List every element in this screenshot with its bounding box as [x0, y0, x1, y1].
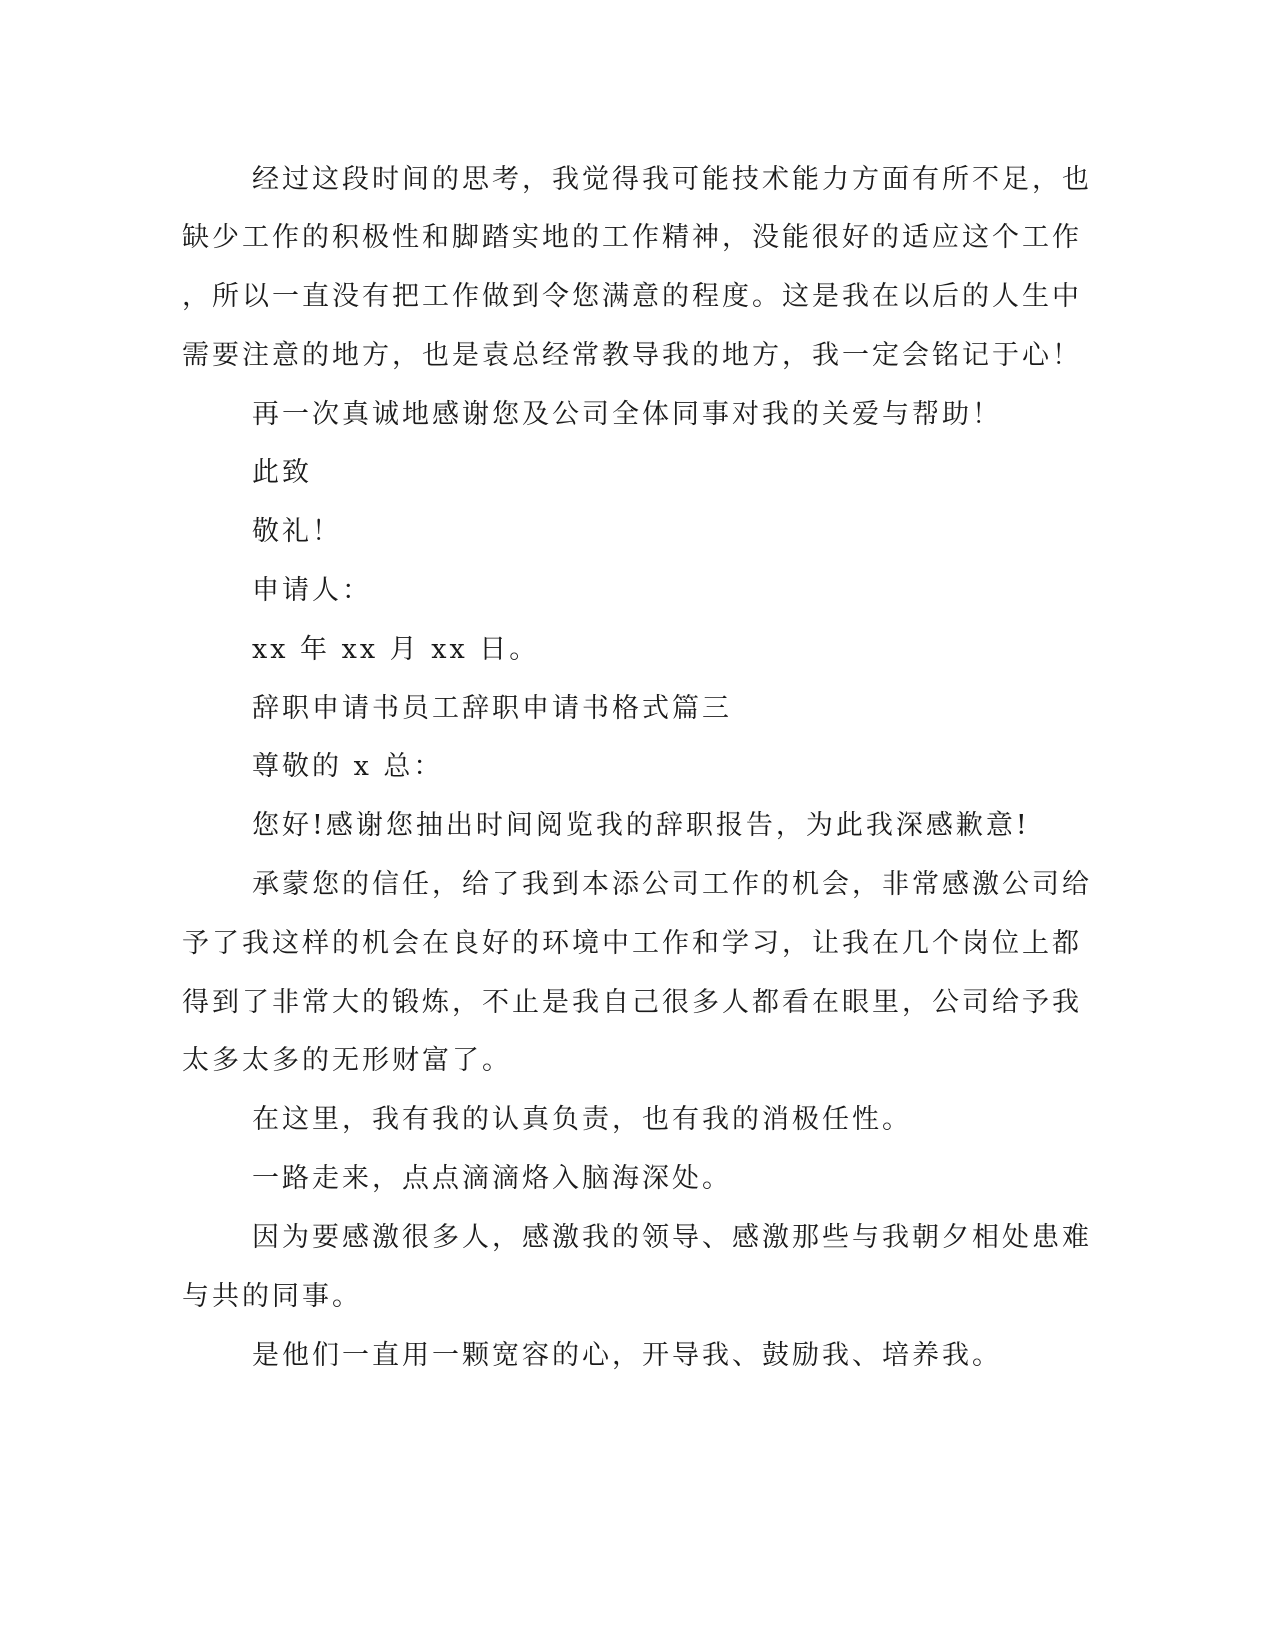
closing-line: 此致 [252, 457, 312, 488]
paragraph-line: ，所以一直没有把工作做到令您满意的程度。这是我在以后的人生中 [182, 281, 1082, 312]
paragraph-line: 再一次真诚地感谢您及公司全体同事对我的关爱与帮助！ [252, 399, 1002, 430]
paragraph-line: 因为要感激很多人，感激我的领导、感激那些与我朝夕相处患难 [252, 1222, 1092, 1253]
paragraph-line: 经过这段时间的思考，我觉得我可能技术能力方面有所不足，也 [252, 164, 1092, 195]
salutation-line: 尊敬的 x 总： [252, 751, 444, 782]
paragraph-line: 缺少工作的积极性和脚踏实地的工作精神，没能很好的适应这个工作 [182, 222, 1082, 253]
paragraph-line: 得到了非常大的锻炼，不止是我自己很多人都看在眼里，公司给予我 [182, 987, 1082, 1018]
paragraph-line: 承蒙您的信任，给了我到本添公司工作的机会，非常感激公司给 [252, 869, 1092, 900]
applicant-line: 申请人： [252, 575, 372, 606]
paragraph-line: 需要注意的地方，也是袁总经常教导我的地方，我一定会铭记于心！ [182, 340, 1082, 371]
paragraph-line: 予了我这样的机会在良好的环境中工作和学习，让我在几个岗位上都 [182, 928, 1082, 959]
section-title: 辞职申请书员工辞职申请书格式篇三 [252, 693, 732, 724]
date-line: xx 年 xx 月 xx 日。 [252, 634, 540, 665]
paragraph-line: 是他们一直用一颗宽容的心，开导我、鼓励我、培养我。 [252, 1340, 1002, 1371]
paragraph-line: 太多太多的无形财富了。 [182, 1045, 512, 1076]
paragraph-line: 一路走来，点点滴滴烙入脑海深处。 [252, 1163, 732, 1194]
paragraph-line: 与共的同事。 [182, 1281, 362, 1312]
paragraph-line: 您好!感谢您抽出时间阅览我的辞职报告，为此我深感歉意! [252, 810, 1030, 841]
closing-line: 敬礼！ [252, 516, 342, 547]
paragraph-line: 在这里，我有我的认真负责，也有我的消极任性。 [252, 1104, 912, 1135]
